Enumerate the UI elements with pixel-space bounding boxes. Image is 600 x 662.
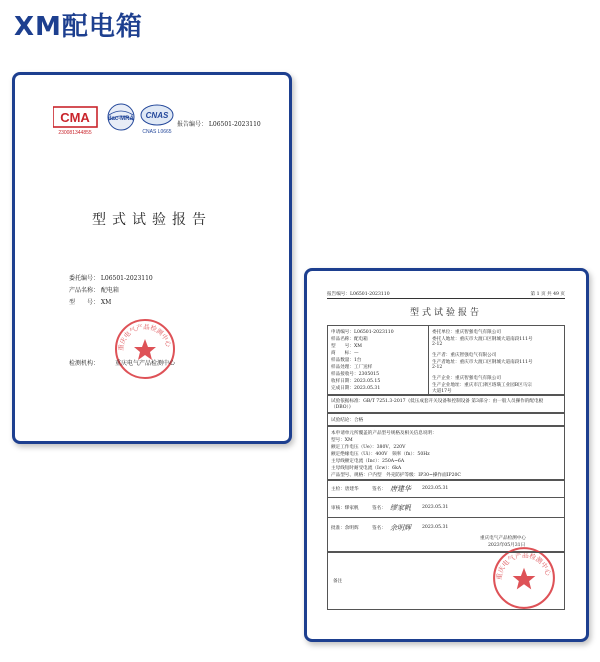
- sign-label: 签名：: [372, 526, 386, 531]
- notes-title: 本申请单元所覆盖的产品型号规格及相关信息说明：: [331, 431, 437, 436]
- cma-number: 230081344855: [58, 130, 92, 136]
- handwritten-signature: 唐建华: [390, 485, 411, 493]
- info-right-field: 生产者地址：重庆市大渡口区钢城大道南段111号: [432, 360, 533, 365]
- basis-box: [327, 395, 565, 413]
- sign-date: 2023.05.31: [422, 525, 449, 530]
- seal-caption: 重庆电气产品检测中心: [480, 536, 526, 541]
- sign-date: 2023.05.31: [422, 486, 449, 491]
- cover-institution: [69, 358, 175, 367]
- info-right-field: 生产企业：重庆智强电气有限公司: [432, 376, 501, 381]
- remarks-box: [327, 552, 565, 610]
- ilac-text: ilac-MRA: [108, 116, 134, 122]
- sign-label: 签名：: [372, 506, 386, 511]
- cma-text: CMA: [60, 110, 90, 125]
- signer-role: 主检：唐建华: [331, 487, 359, 492]
- signer-role: 批准：余明辉: [331, 526, 359, 531]
- info-left-field: 样品接收号：2305015: [331, 372, 380, 377]
- report-cover-card: [12, 72, 292, 444]
- institution-label: 检测机构：: [69, 360, 100, 367]
- red-seal-icon: [113, 317, 177, 381]
- notes-line: 主母线额定电流（Inc）：250A~6A: [331, 459, 405, 464]
- report-page-card: [304, 268, 589, 642]
- cnas-text: CNAS: [145, 111, 169, 120]
- seal-text: 重庆电气产品检测中心: [116, 322, 173, 352]
- info-left-field: 样品数量：1台: [331, 358, 362, 363]
- cma-logo: [53, 107, 97, 136]
- cnas-logo: [141, 105, 173, 135]
- cover-fields: [69, 273, 153, 309]
- report-header-line: [327, 291, 565, 299]
- notes-box: [327, 426, 565, 480]
- page-counter: 第 1 页 共 49 页: [530, 292, 565, 297]
- signer-role: 审核：缪家帆: [331, 506, 359, 511]
- cover-field: 型 号： XM: [69, 299, 112, 306]
- report-sheet: [327, 291, 565, 611]
- handwritten-signature: 缪家帆: [390, 504, 411, 512]
- report-heading: 型式试验报告: [409, 308, 482, 318]
- page-title: XM配电箱: [14, 12, 143, 42]
- cover-heading: 型式试验报告: [92, 212, 212, 228]
- info-right-field: 生产企业地址：重庆市江津区珞璜工业园B区马宗: [432, 383, 532, 388]
- info-left-field: 申请编号：L06501-2023110: [331, 330, 394, 335]
- info-right-field: 2-12: [432, 365, 443, 370]
- notes-line: 型号：XM: [331, 438, 353, 443]
- info-table: [327, 325, 565, 395]
- test-basis: 试验依据标准：GB/T 7251.3-2017《低压成套开关设备和控制设备 第3部分：由一般人员操作的配电板（DBO）》: [331, 399, 544, 410]
- remarks-label: 备注: [333, 579, 343, 584]
- cover-field: 产品名称： 配电箱: [69, 287, 119, 294]
- seal-date: 2023年05月31日: [488, 543, 526, 548]
- info-right-field: 大道17号: [432, 389, 452, 394]
- test-conclusion: 试验结论：合格: [331, 418, 364, 423]
- info-right-field: 委托单位：重庆智强电气有限公司: [432, 330, 501, 335]
- notes-line: 产品型号、规格：户内型 外壳防护等级：IP30~操作面IP20C: [331, 473, 461, 478]
- notes-line: 主母线短时耐受电流（Icw）：6kA: [331, 466, 402, 471]
- sign-date: 2023.05.31: [422, 505, 449, 510]
- info-right-field: 委托人地址：重庆市大渡口区钢城大道南段111号: [432, 337, 533, 342]
- info-left-field: 样品处理：工厂送样: [331, 365, 373, 370]
- ilac-logo: [108, 104, 135, 130]
- cover-field: 委托编号： L06501-2023110: [69, 275, 153, 282]
- seal-text: 重庆电气产品检测中心: [495, 551, 553, 581]
- notes-line: 额定绝缘电压（Ui）：400V 频率（fn）：50Hz: [331, 452, 430, 457]
- info-left-field: 完成日期：2023.05.31: [331, 386, 381, 391]
- notes-line: 额定工作电压（Ue）：380V、220V: [331, 445, 406, 450]
- info-right-field: 生产者：重庆智强电气有限公司: [432, 353, 497, 358]
- signature-box: [327, 480, 565, 552]
- info-left-field: 样品名称：配电箱: [331, 337, 368, 342]
- info-left-field: 商 标：—: [331, 351, 359, 356]
- cover-report-number: 报告编号： L06501-2023110: [177, 121, 261, 128]
- institution-name: 重庆电气产品检测中心: [114, 360, 175, 367]
- info-left-field: 收样日期：2023.05.15: [331, 379, 381, 384]
- info-right-field: 2-12: [432, 342, 443, 347]
- sign-label: 签名：: [372, 487, 386, 492]
- info-left-field: 型 号：XM: [331, 344, 362, 349]
- cnas-number: CNAS L0665: [142, 129, 172, 135]
- conclusion-box: [327, 413, 565, 426]
- handwritten-signature: 余明辉: [390, 524, 411, 532]
- report-number: 报告编号：L06501-2023110: [327, 292, 390, 297]
